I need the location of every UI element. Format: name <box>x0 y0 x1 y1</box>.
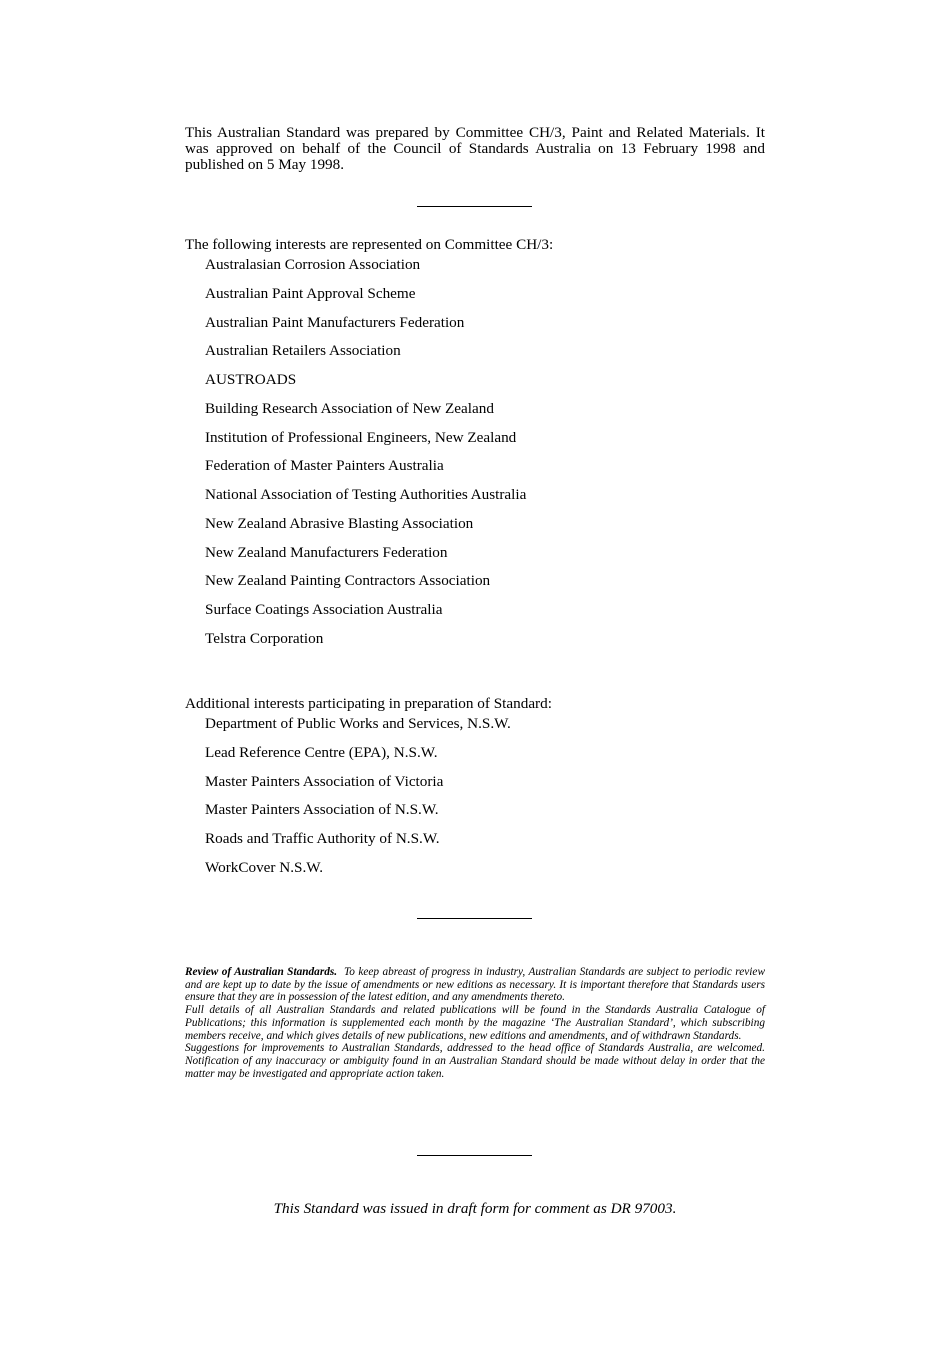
committee-member: New Zealand Painting Contractors Association <box>205 572 491 590</box>
section-divider <box>417 206 532 207</box>
additional-interests-list <box>185 710 785 883</box>
additional-interest-member: WorkCover N.S.W. <box>205 858 324 876</box>
committee-member: Building Research Association of New Zealand <box>205 399 494 417</box>
committee-member: AUSTROADS <box>205 371 297 388</box>
additional-interests-section <box>185 694 785 883</box>
additional-interest-member: Roads and Traffic Authority of N.S.W. <box>205 830 440 847</box>
committee-member: Federation of Master Painters Australia <box>205 457 444 475</box>
review-text: To keep abreast of progress in industry, Australian Standards are subject to periodic review and are kept up to date by the issue of amendments or new editions as necessary. It is important therefore that Standards users ensure that they are in possession of the latest edition, and any amendments thereto. <box>185 966 765 1004</box>
committee-member: Australasian Corrosion Association <box>205 256 421 273</box>
section-divider <box>417 918 532 919</box>
draft-note: This Standard was issued in draft form for comment as DR 97003. <box>273 1200 677 1217</box>
committee-member: Australian Paint Approval Scheme <box>205 284 416 302</box>
committee-member: Telstra Corporation <box>205 629 324 647</box>
committee-member: Institution of Professional Engineers, New Zealand <box>205 428 517 446</box>
section-divider <box>417 1155 532 1156</box>
committee-member-list <box>185 251 785 654</box>
committee-member: Australian Paint Manufacturers Federation <box>205 313 465 331</box>
suggestions-paragraph: Suggestions for improvements to Australian Standards, addressed to the head office of Standards Australia, are welcomed. Notification of any inaccuracy or ambiguity found in an Australian Standard should be made without delay in order that the matter may be investigated and appropriate action taken. <box>185 1042 765 1080</box>
committee-member: New Zealand Manufacturers Federation <box>205 543 448 561</box>
intro-paragraph: This Australian Standard was prepared by Committee CH/3, Paint and Related Materials. It was approved on behalf of the Council of Standards Australia on 13 February 1998 and published on 5 May 1998. <box>185 124 765 173</box>
review-notice <box>185 966 765 1080</box>
committee-member: Surface Coatings Association Australia <box>205 601 443 618</box>
additional-interest-member: Lead Reference Centre (EPA), N.S.W. <box>205 743 438 761</box>
additional-interest-member: Master Painters Association of N.S.W. <box>205 801 439 819</box>
committee-member: National Association of Testing Authorities Australia <box>205 486 527 503</box>
additional-interest-member: Master Painters Association of Victoria <box>205 772 444 790</box>
review-lead: Review of Australian Standards. <box>185 966 338 978</box>
catalogue-paragraph: Full details of all Australian Standards and related publications will be found in the Standards Australia Catalogue of Publications; this information is supplemented each month by the magazine ‘The Australian Standard’, which subscribing members receive, and which gives details of new publications, new editions and amendments, and of withdrawn Standards. <box>185 1004 765 1042</box>
committee-member: Australian Retailers Association <box>205 342 401 360</box>
additional-interest-member: Department of Public Works and Services, N.S.W. <box>205 715 511 732</box>
additional-interests-heading: Additional interests participating in preparation of Standard: <box>185 695 552 712</box>
review-paragraph <box>185 966 765 1004</box>
committee-section <box>185 235 785 654</box>
committee-heading: The following interests are represented on Committee CH/3: <box>185 236 554 253</box>
committee-member: New Zealand Abrasive Blasting Association <box>205 514 474 532</box>
